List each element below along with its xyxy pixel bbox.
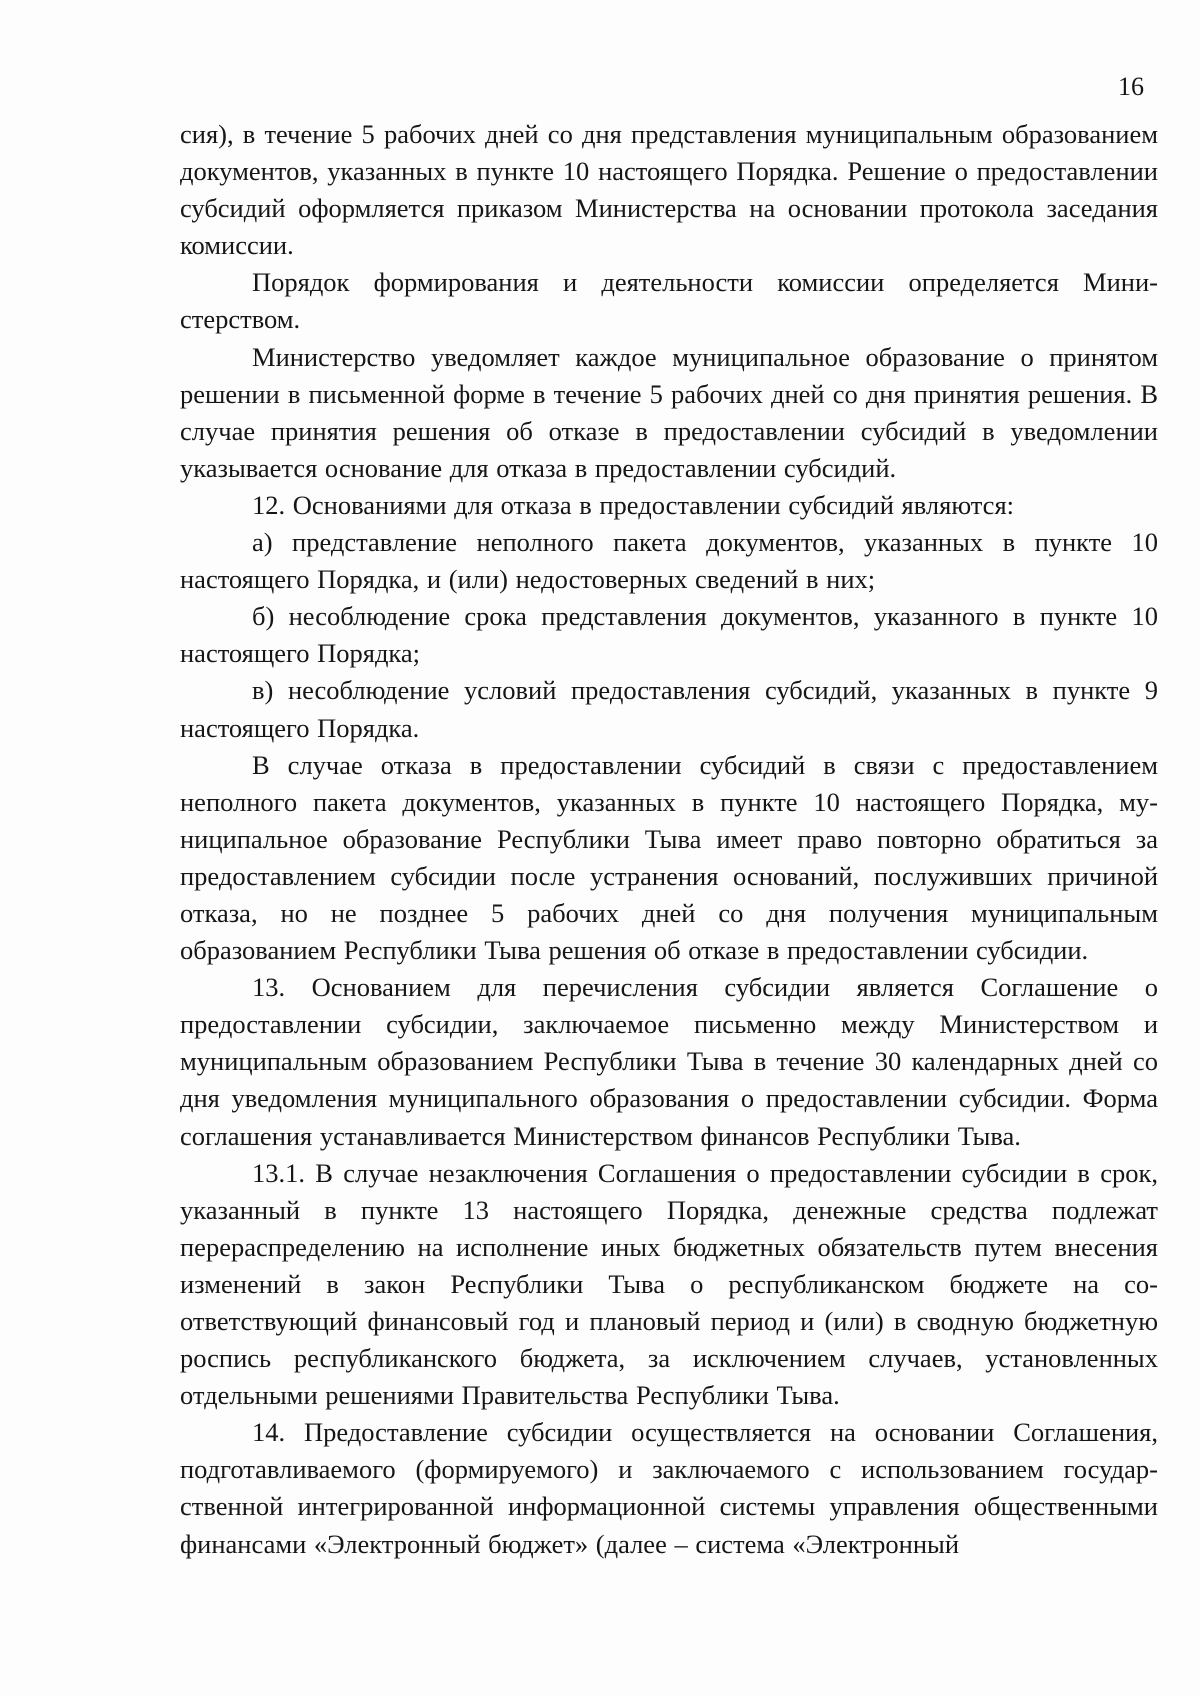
paragraph-repeat-application: В случае отказа в предоставлении субсидий в связи с предоставлением неполного пакета документов, указанных в пункте 10 настоящего Порядка, муниципальное образование Республики Тыва имеет право повторно обратиться за предоставлением субсидии после устранения оснований, послуживших причиной отказа, но не позднее 5 рабочих дней со дня получения муниципальным образованием Республики Тыва решения об отказе в предоставлении субсидии.	[180, 749, 1158, 966]
paragraph-13-1-redistribution: 13.1. В случае незаключения Соглашения о предоставлении субсидии в срок, указанный в пункте 13 настоящего Порядка, денежные средства подлежат перераспределению на исполнение иных бюджетных обязательств путем внесения изменений в закон Республики Тыва о республиканском бюджете на соответствующий финансовый год и плановый период и (или) в сводную бюджетную роспись республиканского бюджета, за исключением случаев, установленных отдельными решениями Правительства Республики Тыва.	[180, 1157, 1158, 1411]
paragraph-12-refusal-grounds: 12. Основаниями для отказа в предоставлении субсидий являются:	[252, 489, 1014, 520]
paragraph-notification: Министерство уведомляет каждое муниципальное образование о принятом решении в письменной форме в течение 5 рабочих дней со дня принятия решения. В случае принятия решения об отказе в предоставлении субсидий в уведомлении указывается основание для отказа в предоставлении субсидий.	[180, 341, 1158, 483]
page-number: 16	[1118, 72, 1144, 101]
paragraph-commission-procedure: Порядок формирования и деятельности комиссии определяется Министерством.	[180, 267, 1158, 335]
paragraph-continuation: сия), в течение 5 рабочих дней со дня представления муниципальным образованием документов, указанных в пункте 10 настоящего Порядка. Решение о предоставлении субсидий оформляется приказом Министерства на основании протокола заседания комиссии.	[180, 119, 1158, 261]
paragraph-13-agreement: 13. Основанием для перечисления субсидии является Соглашение о предоставлении субсидии, заключаемое письменно между Министерством и муниципальным образованием Республики Тыва в течение 30 календарных дней со дня уведомления муниципального образования о предоставлении субсидии. Форма соглашения устанавливается Министерством финансов Республики Тыва.	[180, 972, 1158, 1151]
paragraph-12-item-b: б) несоблюдение срока представления документов, указанного в пункте 10 настоящего Порядка;	[180, 601, 1158, 669]
paragraph-12-item-a: а) представление неполного пакета документов, указанных в пункте 10 настоящего Порядка, и (или) недостоверных сведений в них;	[180, 527, 1158, 595]
paragraph-14-electronic-budget: 14. Предоставление субсидии осуществляется на основании Соглашения, подготавливаемого (формируемого) и заключаемого с использованием государственной интегрированной информационной системы управления общественными финансами «Электронный бюджет» (далее – система «Электронный	[180, 1417, 1158, 1559]
document-body	[180, 116, 1158, 1563]
paragraph-12-item-v: в) несоблюдение условий предоставления субсидий, указанных в пункте 9 настоящего Порядка.	[180, 675, 1158, 743]
